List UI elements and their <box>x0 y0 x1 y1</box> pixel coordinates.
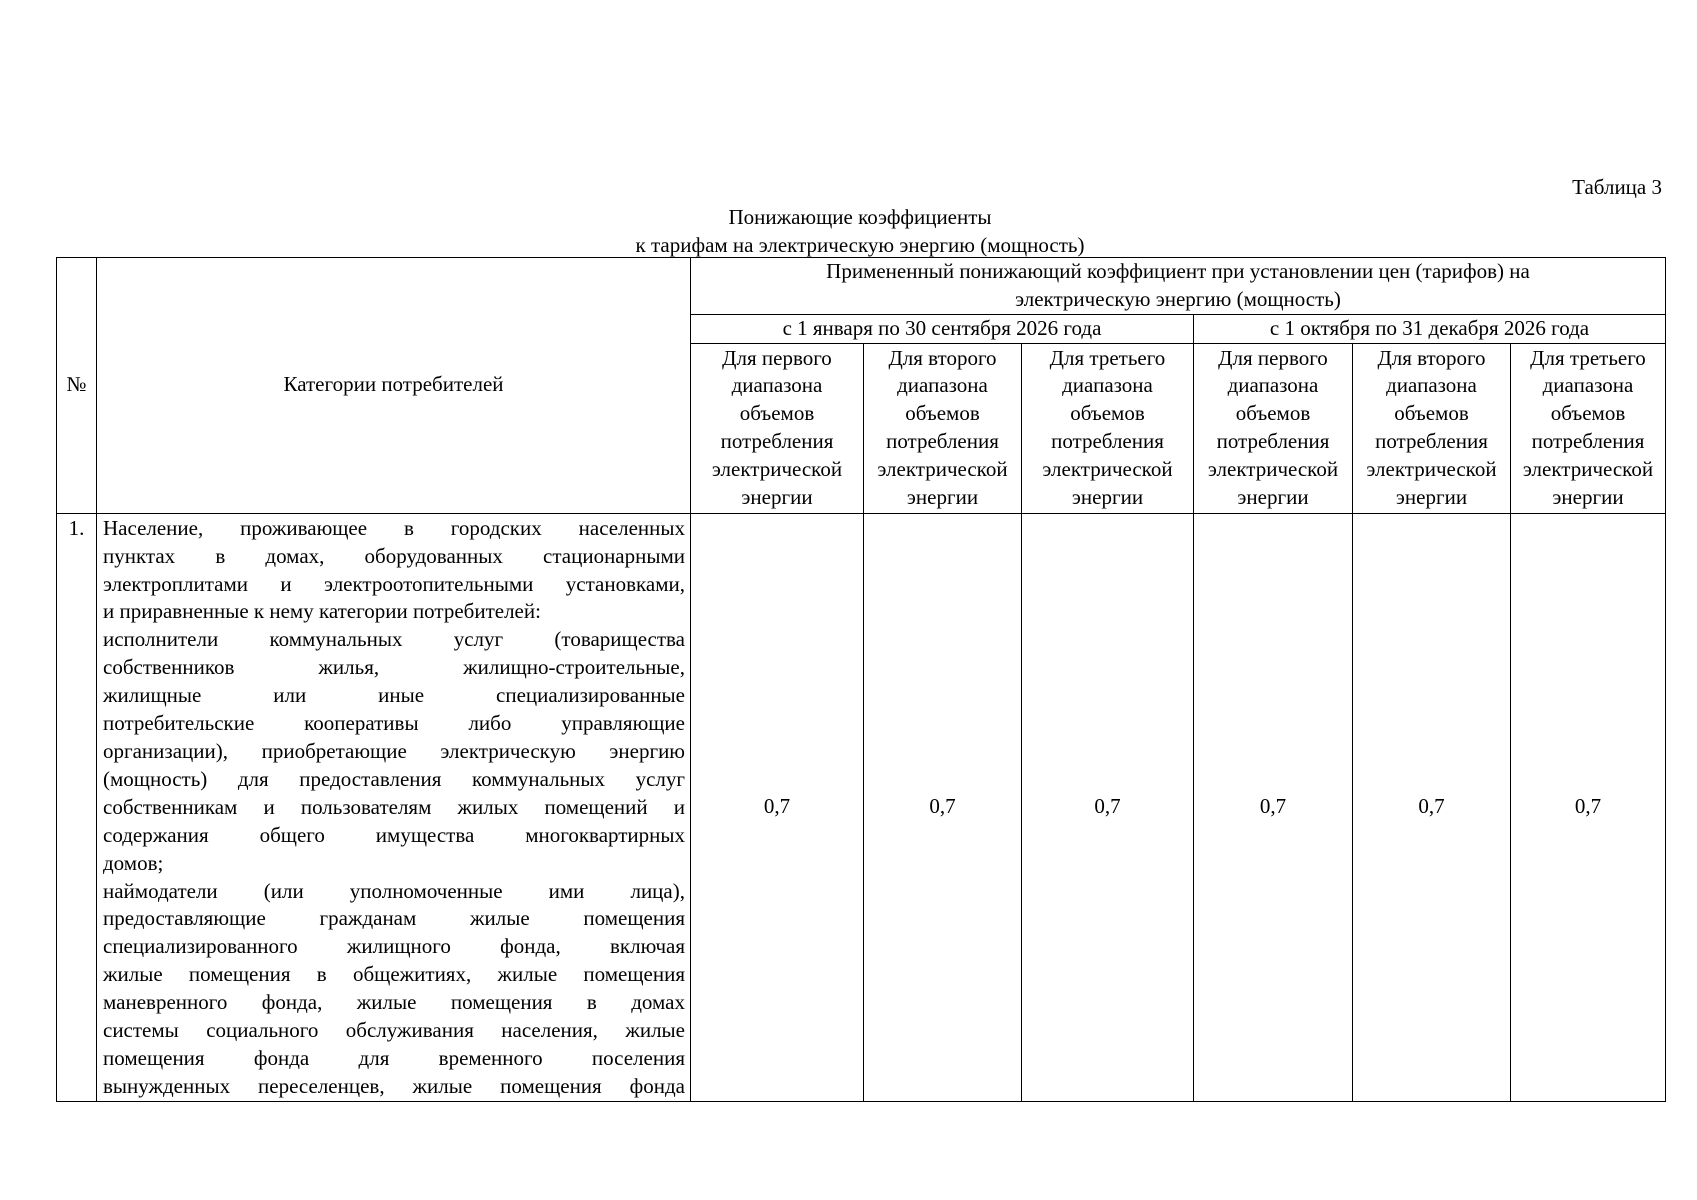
header-p1-range-2: Для второго диапазона объемов потребления электрической энергии <box>864 343 1022 513</box>
header-p1-range-1: Для первого диапазона объемов потребления электрической энергии <box>691 343 864 513</box>
value-cell-p2-r2: 0,7 <box>1353 513 1511 1101</box>
header-period-1: с 1 января по 30 сентября 2026 года <box>691 314 1194 343</box>
row-number: 1. <box>57 513 97 1101</box>
value-cell-p2-r1: 0,7 <box>1194 513 1353 1101</box>
header-row-top <box>57 258 1666 315</box>
value-cell-p1-r1: 0,7 <box>691 513 864 1101</box>
value-cell-p1-r3: 0,7 <box>1022 513 1194 1101</box>
value-cell-p2-r3: 0,7 <box>1511 513 1666 1101</box>
table-title-line-1: Понижающие коэффициенты <box>728 205 992 229</box>
header-category: Категории потребителей <box>97 258 691 514</box>
header-p2-range-3: Для третьего диапазона объемов потребления электрической энергии <box>1511 343 1666 513</box>
header-number: № <box>57 258 97 514</box>
header-period-2: с 1 октября по 31 декабря 2026 года <box>1194 314 1666 343</box>
row-category: Население, проживающее в городских населенных пунктах в домах, оборудованных стационарными электроплитами и электроотопительными установками, и приравненные к нему категории потребителей: исполнители коммунальных услуг (товарищества собственников жилья, жилищно-строительные, жилищные или иные специализированные потребительские кооперативы либо управляющие организации), приобретающие электрическую энергию (мощность) для предоставления коммунальных услуг собственникам и пользователям жилых помещений и содержания общего имущества многоквартирных домов; наймодатели (или уполномоченные ими лица), предоставляющие гражданам жилые помещения специализированного жилищного фонда, включая жилые помещения в общежитиях, жилые помещения маневренного фонда, жилые помещения в домах системы социального обслуживания населения, жилые помещения фонда для временного поселения вынужденных переселенцев, жилые помещения фонда <box>97 513 691 1101</box>
header-applied-coefficient: Примененный понижающий коэффициент при установлении цен (тарифов) на электрическую энергию (мощность) <box>691 258 1666 315</box>
value-cell-p1-r2: 0,7 <box>864 513 1022 1101</box>
table-number-label: Таблица 3 <box>1572 175 1662 199</box>
header-p1-range-3: Для третьего диапазона объемов потребления электрической энергии <box>1022 343 1194 513</box>
table-row <box>57 513 1666 1101</box>
table-title-line-2: к тарифам на электрическую энергию (мощность) <box>635 233 1085 257</box>
coefficients-table <box>56 257 1666 1102</box>
header-p2-range-1: Для первого диапазона объемов потребления электрической энергии <box>1194 343 1353 513</box>
header-p2-range-2: Для второго диапазона объемов потребления электрической энергии <box>1353 343 1511 513</box>
table-title <box>56 203 1664 259</box>
